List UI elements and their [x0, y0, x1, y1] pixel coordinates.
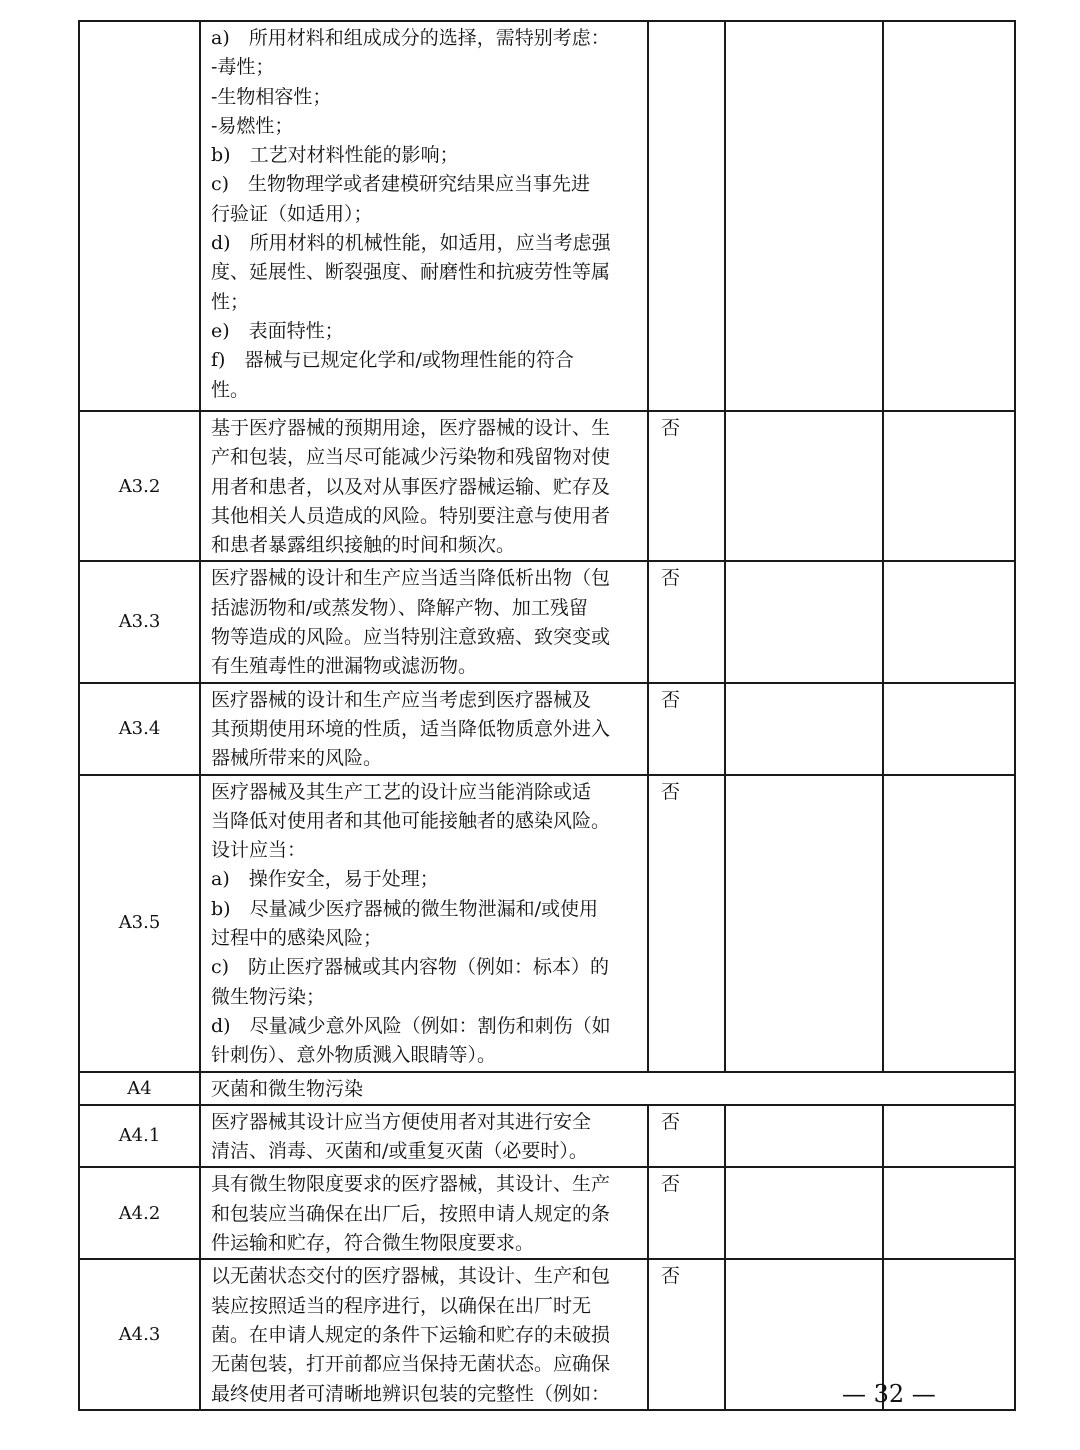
requirement-text: 以无菌状态交付的医疗器械，其设计、生产和包 装应按照适当的程序进行，以确保在出厂时无 菌。在申请人规定的条件下运输和贮存的未破损 无菌包装，打开前都应当保持无菌状态。应确保 最终使用者可清晰地辨识包装的完整性（例如： [200, 1259, 648, 1409]
document-cell [883, 1167, 1015, 1259]
table-row [79, 1167, 1015, 1259]
requirement-id: A3.3 [79, 561, 200, 682]
requirement-id [79, 21, 200, 411]
section-id: A4 [79, 1072, 200, 1105]
requirement-text: 基于医疗器械的预期用途，医疗器械的设计、生 产和包装，应当尽可能减少污染物和残留物对使 用者和患者，以及对从事医疗器械运输、贮存及 其他相关人员造成的风险。特别要注意与使用者 和患者暴露组织接触的时间和频次。 [200, 411, 648, 561]
applicability-cell: 否 [648, 411, 725, 561]
section-heading: 灭菌和微生物污染 [200, 1072, 1015, 1105]
evidence-cell [725, 775, 883, 1072]
applicability-cell: 否 [648, 1105, 725, 1168]
requirement-text: 医疗器械的设计和生产应当适当降低析出物（包 括滤沥物和/或蒸发物）、降解产物、加工残留 物等造成的风险。应当特别注意致癌、致突变或 有生殖毒性的泄漏物或滤沥物。 [200, 561, 648, 682]
applicability-cell: 否 [648, 1167, 725, 1259]
document-cell [883, 1105, 1015, 1168]
requirement-id: A3.2 [79, 411, 200, 561]
applicability-cell [648, 21, 725, 411]
requirement-text: 医疗器械其设计应当方便使用者对其进行安全 清洁、消毒、灭菌和/或重复灭菌（必要时）。 [200, 1105, 648, 1168]
evidence-cell [725, 561, 883, 682]
table-row [79, 21, 1015, 411]
table-row [79, 683, 1015, 775]
table-row [79, 411, 1015, 561]
requirement-text: a) 所用材料和组成成分的选择，需特别考虑： -毒性； -生物相容性； -易燃性； b) 工艺对材料性能的影响； c) 生物物理学或者建模研究结果应当事先进 行验证（如适用）； d) 所用材料的机械性能，如适用，应当考虑强 度、延展性、断裂强度、耐磨性和抗疲劳性等属 性； e) 表面特性； f) 器械与已规定化学和/或物理性能的符合 性。 [200, 21, 648, 411]
page-number: — 32 — [842, 1380, 936, 1408]
requirement-id: A4.1 [79, 1105, 200, 1168]
requirement-id: A3.4 [79, 683, 200, 775]
document-cell [883, 561, 1015, 682]
document-cell [883, 21, 1015, 411]
evidence-cell [725, 1105, 883, 1168]
requirement-text: 医疗器械的设计和生产应当考虑到医疗器械及 其预期使用环境的性质，适当降低物质意外进入 器械所带来的风险。 [200, 683, 648, 775]
applicability-cell: 否 [648, 683, 725, 775]
applicability-cell: 否 [648, 775, 725, 1072]
requirement-text: 医疗器械及其生产工艺的设计应当能消除或适 当降低对使用者和其他可能接触者的感染风险。 设计应当： a) 操作安全，易于处理； b) 尽量减少医疗器械的微生物泄漏和/或使用 过程中的感染风险； c) 防止医疗器械或其内容物（例如：标本）的 微生物污染； d) 尽量减少意外风险（例如：割伤和刺伤（如 针刺伤）、意外物质溅入眼睛等）。 [200, 775, 648, 1072]
document-cell [883, 411, 1015, 561]
evidence-cell [725, 411, 883, 561]
requirement-id: A3.5 [79, 775, 200, 1072]
requirement-id: A4.2 [79, 1167, 200, 1259]
applicability-cell: 否 [648, 561, 725, 682]
evidence-cell [725, 1167, 883, 1259]
requirement-id: A4.3 [79, 1259, 200, 1409]
requirements-table [78, 20, 1016, 1411]
table-row [79, 561, 1015, 682]
requirement-text: 具有微生物限度要求的医疗器械，其设计、生产 和包装应当确保在出厂后，按照申请人规定的条 件运输和贮存，符合微生物限度要求。 [200, 1167, 648, 1259]
table-row [79, 775, 1015, 1072]
applicability-cell: 否 [648, 1259, 725, 1409]
evidence-cell [725, 21, 883, 411]
table-row [79, 1072, 1015, 1105]
table-row [79, 1105, 1015, 1168]
evidence-cell [725, 683, 883, 775]
document-cell [883, 775, 1015, 1072]
document-cell [883, 683, 1015, 775]
